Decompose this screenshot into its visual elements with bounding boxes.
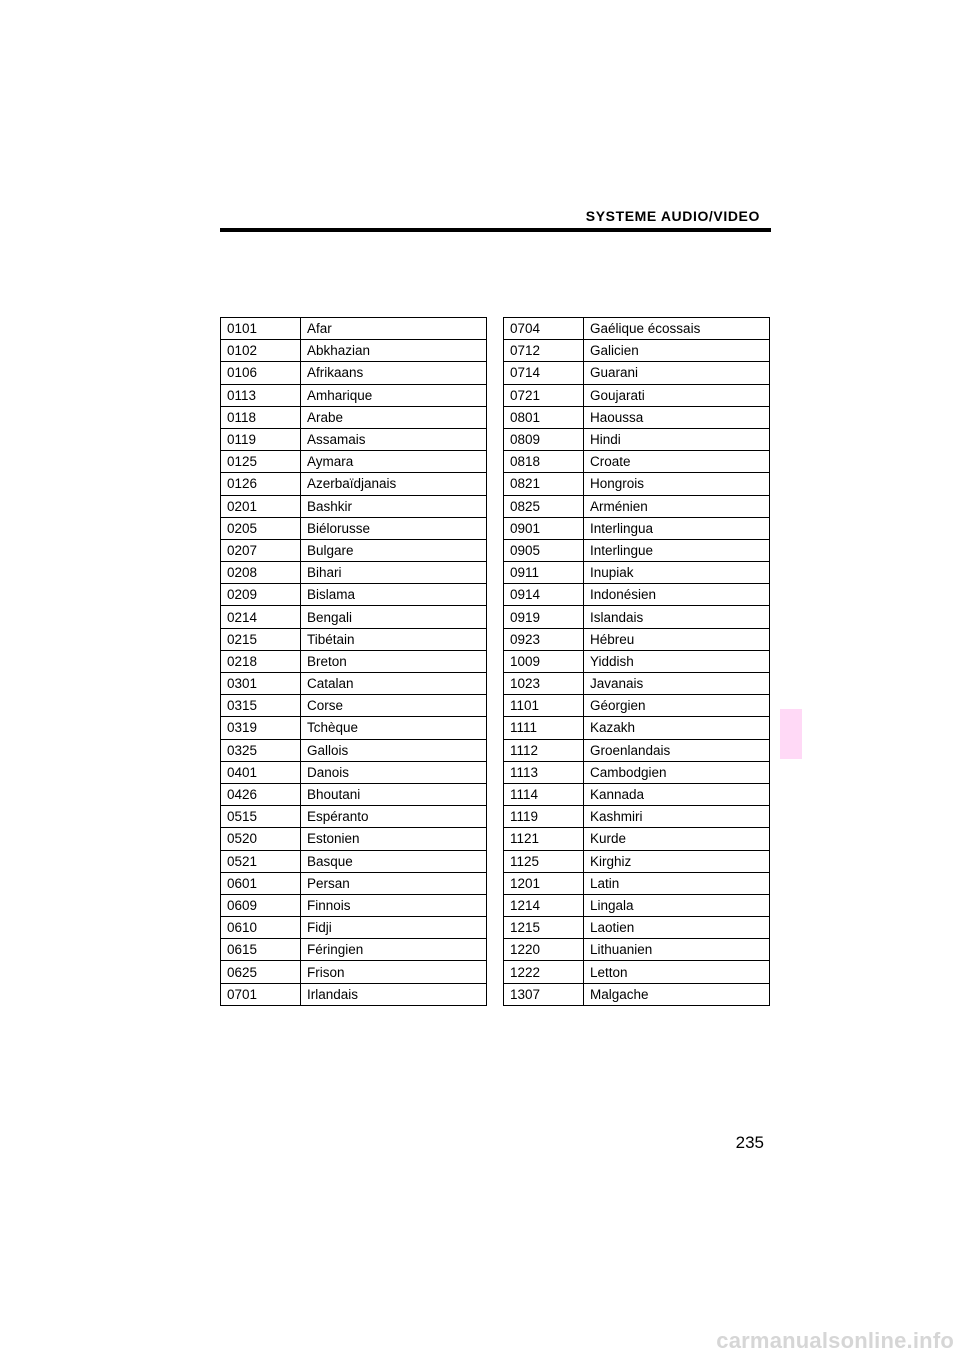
language-code: 0125	[221, 451, 301, 473]
language-name: Biélorusse	[301, 517, 487, 539]
language-name: Croate	[584, 451, 770, 473]
table-row	[504, 473, 770, 495]
language-name: Kannada	[584, 783, 770, 805]
language-name: Lingala	[584, 894, 770, 916]
language-name: Lithuanien	[584, 939, 770, 961]
language-name: Hongrois	[584, 473, 770, 495]
table-row	[504, 539, 770, 561]
table-row	[221, 739, 487, 761]
table-row	[504, 606, 770, 628]
language-name: Gallois	[301, 739, 487, 761]
table-row	[504, 739, 770, 761]
language-code: 0923	[504, 628, 584, 650]
language-name: Hébreu	[584, 628, 770, 650]
language-name: Tibétain	[301, 628, 487, 650]
language-name: Aymara	[301, 451, 487, 473]
table-row	[504, 584, 770, 606]
language-code: 1307	[504, 983, 584, 1005]
language-code: 0319	[221, 717, 301, 739]
language-code: 0515	[221, 806, 301, 828]
language-code: 0208	[221, 562, 301, 584]
language-code: 0701	[221, 983, 301, 1005]
language-name: Espéranto	[301, 806, 487, 828]
language-name: Bislama	[301, 584, 487, 606]
language-name: Guarani	[584, 362, 770, 384]
language-name: Arabe	[301, 406, 487, 428]
language-name: Interlingue	[584, 539, 770, 561]
language-code: 0520	[221, 828, 301, 850]
language-code: 1023	[504, 673, 584, 695]
language-code: 1215	[504, 917, 584, 939]
language-code: 0801	[504, 406, 584, 428]
language-name: Yiddish	[584, 650, 770, 672]
language-code: 1101	[504, 695, 584, 717]
table-row	[504, 318, 770, 340]
language-name: Bihari	[301, 562, 487, 584]
language-code: 0521	[221, 850, 301, 872]
table-row	[221, 917, 487, 939]
language-code: 0901	[504, 517, 584, 539]
language-name: Estonien	[301, 828, 487, 850]
language-code: 0821	[504, 473, 584, 495]
language-name: Frison	[301, 961, 487, 983]
table-row	[221, 650, 487, 672]
language-name: Letton	[584, 961, 770, 983]
language-name: Afrikaans	[301, 362, 487, 384]
language-code: 0201	[221, 495, 301, 517]
language-code: 0712	[504, 340, 584, 362]
table-row	[504, 761, 770, 783]
language-code: 0101	[221, 318, 301, 340]
language-code: 0401	[221, 761, 301, 783]
language-code: 1220	[504, 939, 584, 961]
language-name: Interlingua	[584, 517, 770, 539]
table-row	[221, 628, 487, 650]
language-name: Corse	[301, 695, 487, 717]
language-name: Irlandais	[301, 983, 487, 1005]
language-code: 0119	[221, 428, 301, 450]
language-name: Bulgare	[301, 539, 487, 561]
language-code: 0911	[504, 562, 584, 584]
table-row	[504, 428, 770, 450]
language-code: 0714	[504, 362, 584, 384]
table-row	[221, 406, 487, 428]
table-row	[221, 606, 487, 628]
language-name: Haoussa	[584, 406, 770, 428]
table-row	[221, 473, 487, 495]
language-name: Afar	[301, 318, 487, 340]
table-row	[504, 362, 770, 384]
language-name: Bengali	[301, 606, 487, 628]
table-row	[221, 872, 487, 894]
table-row	[504, 517, 770, 539]
table-row	[221, 318, 487, 340]
language-name: Géorgien	[584, 695, 770, 717]
language-code-table-left	[220, 317, 487, 1006]
table-row	[221, 894, 487, 916]
table-row	[221, 517, 487, 539]
language-name: Fidji	[301, 917, 487, 939]
table-row	[504, 562, 770, 584]
language-name: Danois	[301, 761, 487, 783]
language-code: 1113	[504, 761, 584, 783]
language-name: Malgache	[584, 983, 770, 1005]
language-code: 0102	[221, 340, 301, 362]
table-row	[504, 828, 770, 850]
language-name: Tchèque	[301, 717, 487, 739]
watermark: carmanualsonline.info	[716, 1328, 954, 1353]
table-row	[504, 917, 770, 939]
table-row	[504, 850, 770, 872]
language-code: 0218	[221, 650, 301, 672]
table-row	[504, 894, 770, 916]
table-row	[504, 961, 770, 983]
table-row	[221, 761, 487, 783]
language-code: 0809	[504, 428, 584, 450]
language-name: Basque	[301, 850, 487, 872]
language-code-table-right	[503, 317, 770, 1006]
language-name: Groenlandais	[584, 739, 770, 761]
table-row	[221, 783, 487, 805]
table-row	[221, 673, 487, 695]
language-code: 0325	[221, 739, 301, 761]
language-code: 1009	[504, 650, 584, 672]
table-row	[504, 983, 770, 1005]
table-row	[221, 428, 487, 450]
table-row	[504, 340, 770, 362]
language-code: 1125	[504, 850, 584, 872]
table-row	[221, 828, 487, 850]
language-code: 1121	[504, 828, 584, 850]
table-row	[221, 451, 487, 473]
table-row	[221, 850, 487, 872]
language-name: Inupiak	[584, 562, 770, 584]
table-body-left	[221, 318, 487, 1006]
table-row	[504, 783, 770, 805]
language-name: Kirghiz	[584, 850, 770, 872]
table-body-right	[504, 318, 770, 1006]
language-name: Azerbaïdjanais	[301, 473, 487, 495]
chapter-tab	[780, 709, 802, 759]
language-code: 0207	[221, 539, 301, 561]
language-name: Cambodgien	[584, 761, 770, 783]
language-name: Kurde	[584, 828, 770, 850]
language-name: Indonésien	[584, 584, 770, 606]
language-name: Galicien	[584, 340, 770, 362]
language-code: 0118	[221, 406, 301, 428]
language-code: 0610	[221, 917, 301, 939]
table-row	[221, 384, 487, 406]
language-name: Bashkir	[301, 495, 487, 517]
language-name: Amharique	[301, 384, 487, 406]
language-code: 0106	[221, 362, 301, 384]
language-name: Assamais	[301, 428, 487, 450]
table-row	[221, 584, 487, 606]
language-code: 1111	[504, 717, 584, 739]
language-code: 0609	[221, 894, 301, 916]
language-name: Arménien	[584, 495, 770, 517]
language-name: Persan	[301, 872, 487, 894]
table-row	[504, 806, 770, 828]
language-name: Gaélique écossais	[584, 318, 770, 340]
language-code: 0919	[504, 606, 584, 628]
language-name: Breton	[301, 650, 487, 672]
table-row	[221, 961, 487, 983]
language-code: 0615	[221, 939, 301, 961]
table-row	[221, 939, 487, 961]
language-code: 1112	[504, 739, 584, 761]
language-code: 0205	[221, 517, 301, 539]
language-code: 0625	[221, 961, 301, 983]
language-name: Hindi	[584, 428, 770, 450]
table-row	[504, 939, 770, 961]
table-row	[221, 695, 487, 717]
table-row	[504, 673, 770, 695]
language-code: 0905	[504, 539, 584, 561]
language-code: 0721	[504, 384, 584, 406]
table-row	[221, 340, 487, 362]
language-name: Javanais	[584, 673, 770, 695]
table-row	[221, 806, 487, 828]
language-name: Féringien	[301, 939, 487, 961]
section-title: SYSTEME AUDIO/VIDEO	[585, 208, 760, 224]
language-name: Kazakh	[584, 717, 770, 739]
table-row	[504, 451, 770, 473]
table-row	[221, 562, 487, 584]
language-name: Laotien	[584, 917, 770, 939]
language-code: 0704	[504, 318, 584, 340]
language-code: 0426	[221, 783, 301, 805]
table-row	[504, 628, 770, 650]
language-code: 0315	[221, 695, 301, 717]
language-code: 0209	[221, 584, 301, 606]
table-row	[504, 717, 770, 739]
language-name: Kashmiri	[584, 806, 770, 828]
language-code: 1114	[504, 783, 584, 805]
language-code: 0825	[504, 495, 584, 517]
page-number: 235	[735, 1133, 764, 1152]
table-row	[504, 384, 770, 406]
language-name: Islandais	[584, 606, 770, 628]
language-code: 0301	[221, 673, 301, 695]
language-name: Catalan	[301, 673, 487, 695]
language-code: 1119	[504, 806, 584, 828]
language-name: Abkhazian	[301, 340, 487, 362]
table-row	[221, 362, 487, 384]
header-rule	[220, 228, 771, 232]
table-row	[221, 539, 487, 561]
language-code: 0914	[504, 584, 584, 606]
language-name: Finnois	[301, 894, 487, 916]
table-row	[504, 495, 770, 517]
table-row	[504, 406, 770, 428]
language-code: 0215	[221, 628, 301, 650]
table-row	[504, 872, 770, 894]
language-code: 0126	[221, 473, 301, 495]
table-row	[221, 983, 487, 1005]
language-code: 0214	[221, 606, 301, 628]
language-code: 1201	[504, 872, 584, 894]
table-row	[221, 495, 487, 517]
table-row	[221, 717, 487, 739]
language-name: Goujarati	[584, 384, 770, 406]
language-code: 0601	[221, 872, 301, 894]
language-code: 0113	[221, 384, 301, 406]
language-code: 1222	[504, 961, 584, 983]
language-code: 1214	[504, 894, 584, 916]
language-code: 0818	[504, 451, 584, 473]
language-name: Latin	[584, 872, 770, 894]
language-name: Bhoutani	[301, 783, 487, 805]
table-row	[504, 650, 770, 672]
table-row	[504, 695, 770, 717]
